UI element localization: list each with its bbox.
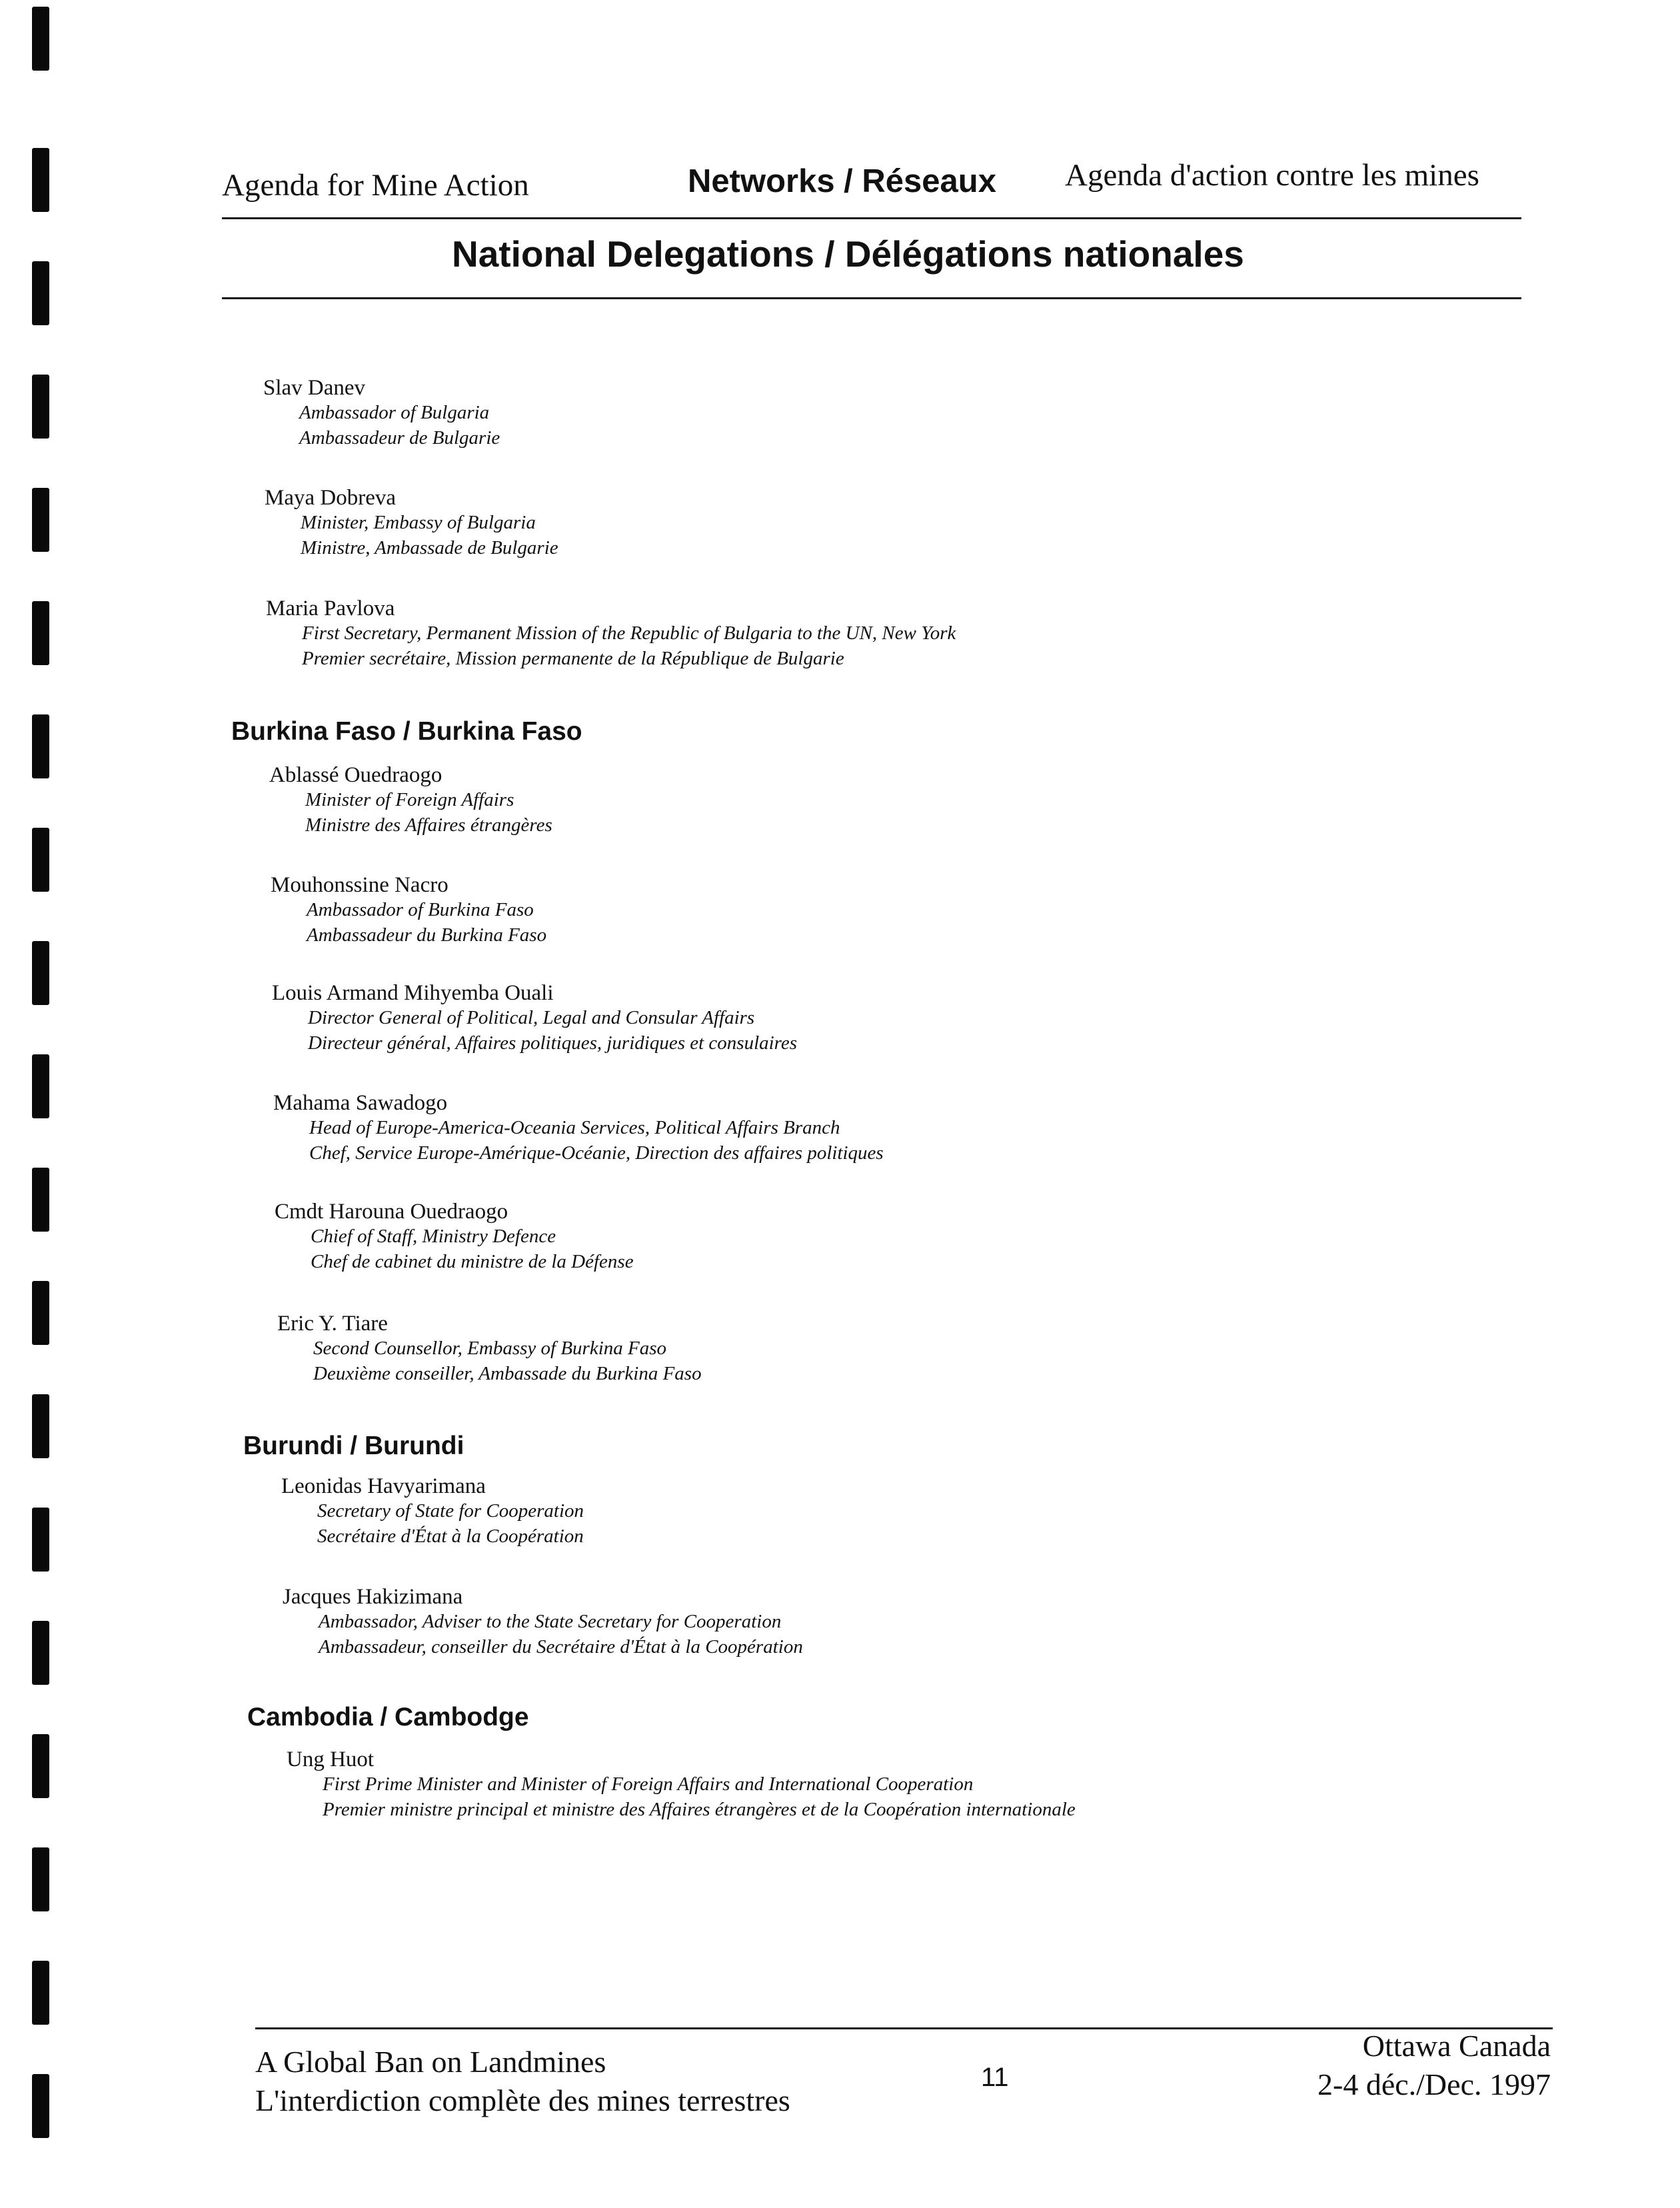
delegate-role-en: Ambassador, Adviser to the State Secretary for Cooperation <box>319 1611 782 1632</box>
delegate-role-en: First Secretary, Permanent Mission of the Republic of Bulgaria to the UN, New York <box>302 622 956 644</box>
header-left-title: Agenda for Mine Action <box>222 168 529 203</box>
delegate-name: Mouhonssine Nacro <box>271 873 448 897</box>
delegate-name: Jacques Hakizimana <box>283 1585 463 1609</box>
binder-mark <box>32 2074 49 2138</box>
delegate-role-fr: Secrétaire d'État à la Coopération <box>317 1526 584 1547</box>
binder-mark <box>32 1734 49 1798</box>
delegate-role-en: Director General of Political, Legal and Consular Affairs <box>308 1007 755 1028</box>
delegate-role-en: Ambassador of Burkina Faso <box>307 899 534 920</box>
delegate-name: Ablassé Ouedraogo <box>269 763 442 787</box>
delegate-entry <box>263 376 500 451</box>
binder-mark <box>32 601 49 665</box>
binder-mark <box>32 488 49 552</box>
delegate-name: Leonidas Havyarimana <box>281 1474 486 1498</box>
delegate-role-fr: Ambassadeur, conseiller du Secrétaire d'État à la Coopération <box>319 1636 803 1657</box>
delegate-role-fr: Ambassadeur de Bulgarie <box>299 427 500 449</box>
delegate-entry <box>265 486 558 560</box>
delegate-role-en: Ambassador of Bulgaria <box>299 402 490 423</box>
delegate-entry <box>281 1474 584 1549</box>
delegate-entry <box>277 1312 702 1386</box>
delegate-entry <box>273 1091 884 1166</box>
header-right-title: Agenda d'action contre les mines <box>1065 158 1479 193</box>
title-rule <box>222 297 1521 299</box>
delegate-role-en: Head of Europe-America-Oceania Services, Political Affairs Branch <box>309 1117 840 1138</box>
delegate-role-fr: Premier secrétaire, Mission permanente de la République de Bulgarie <box>302 648 844 669</box>
delegate-name: Maria Pavlova <box>266 596 395 620</box>
binder-mark <box>32 828 49 892</box>
binder-mark <box>32 1621 49 1685</box>
delegate-name: Ung Huot <box>287 1747 375 1771</box>
delegate-role-fr: Deuxième conseiller, Ambassade du Burkina Faso <box>313 1363 702 1384</box>
delegate-role-fr: Directeur général, Affaires politiques, juridiques et consulaires <box>308 1032 798 1054</box>
footer-left <box>255 2043 790 2120</box>
delegate-entry <box>271 873 546 948</box>
binder-mark <box>32 714 49 778</box>
delegate-entry <box>266 596 956 671</box>
footer-right-line1: Ottawa Canada <box>1362 2029 1551 2063</box>
binder-mark <box>32 1847 49 1911</box>
country-heading-burundi: Burundi / Burundi <box>243 1432 464 1460</box>
delegate-role-en: First Prime Minister and Minister of Foreign Affairs and International Cooperation <box>323 1773 974 1795</box>
delegate-role-en: Minister of Foreign Affairs <box>305 789 514 810</box>
binder-mark <box>32 1508 49 1572</box>
footer-right <box>1317 2027 1551 2104</box>
delegate-entry <box>272 981 797 1056</box>
delegate-role-fr: Premier ministre principal et ministre des Affaires étrangères et de la Coopération internationale <box>323 1799 1076 1820</box>
binder-mark <box>32 1281 49 1345</box>
footer-left-line2: L'interdiction complète des mines terrestres <box>255 2083 790 2117</box>
delegate-entry <box>283 1585 803 1659</box>
binder-mark <box>32 1961 49 2025</box>
delegate-role-en: Second Counsellor, Embassy of Burkina Faso <box>313 1338 667 1359</box>
delegate-role-en: Chief of Staff, Ministry Defence <box>311 1226 556 1247</box>
delegate-role-fr: Chef de cabinet du ministre de la Défense <box>311 1251 634 1272</box>
page-title: National Delegations / Délégations nationales <box>452 233 1244 275</box>
delegate-entry <box>287 1747 1076 1822</box>
delegate-role-en: Secretary of State for Cooperation <box>317 1500 584 1522</box>
footer-left-line1: A Global Ban on Landmines <box>255 2045 606 2079</box>
binder-mark <box>32 1394 49 1458</box>
delegate-name: Maya Dobreva <box>265 486 397 510</box>
delegate-name: Mahama Sawadogo <box>273 1091 448 1115</box>
delegate-role-fr: Ministre des Affaires étrangères <box>305 814 552 836</box>
binder-mark <box>32 261 49 325</box>
delegate-name: Slav Danev <box>263 376 366 400</box>
country-heading-cambodia: Cambodia / Cambodge <box>247 1703 529 1731</box>
delegate-name: Cmdt Harouna Ouedraogo <box>275 1200 508 1224</box>
binder-mark <box>32 375 49 439</box>
delegate-name: Eric Y. Tiare <box>277 1312 388 1336</box>
page-number: 11 <box>981 2063 1009 2092</box>
delegate-role-fr: Chef, Service Europe-Amérique-Océanie, Direction des affaires politiques <box>309 1142 884 1164</box>
header-center-title: Networks / Réseaux <box>688 163 996 199</box>
delegate-name: Louis Armand Mihyemba Ouali <box>272 981 554 1005</box>
delegate-entry <box>269 763 552 838</box>
binder-mark <box>32 1168 49 1232</box>
binder-mark <box>32 941 49 1005</box>
delegate-role-en: Minister, Embassy of Bulgaria <box>301 512 536 533</box>
delegate-role-fr: Ministre, Ambassade de Bulgarie <box>301 537 558 558</box>
binder-mark <box>32 148 49 212</box>
header-rule <box>222 217 1521 219</box>
footer-right-line2: 2-4 déc./Dec. 1997 <box>1317 2067 1551 2101</box>
delegate-role-fr: Ambassadeur du Burkina Faso <box>307 924 547 946</box>
binder-mark <box>32 7 49 71</box>
delegate-entry <box>275 1200 634 1274</box>
country-heading-burkina-faso: Burkina Faso / Burkina Faso <box>231 717 582 746</box>
binder-mark <box>32 1054 49 1118</box>
